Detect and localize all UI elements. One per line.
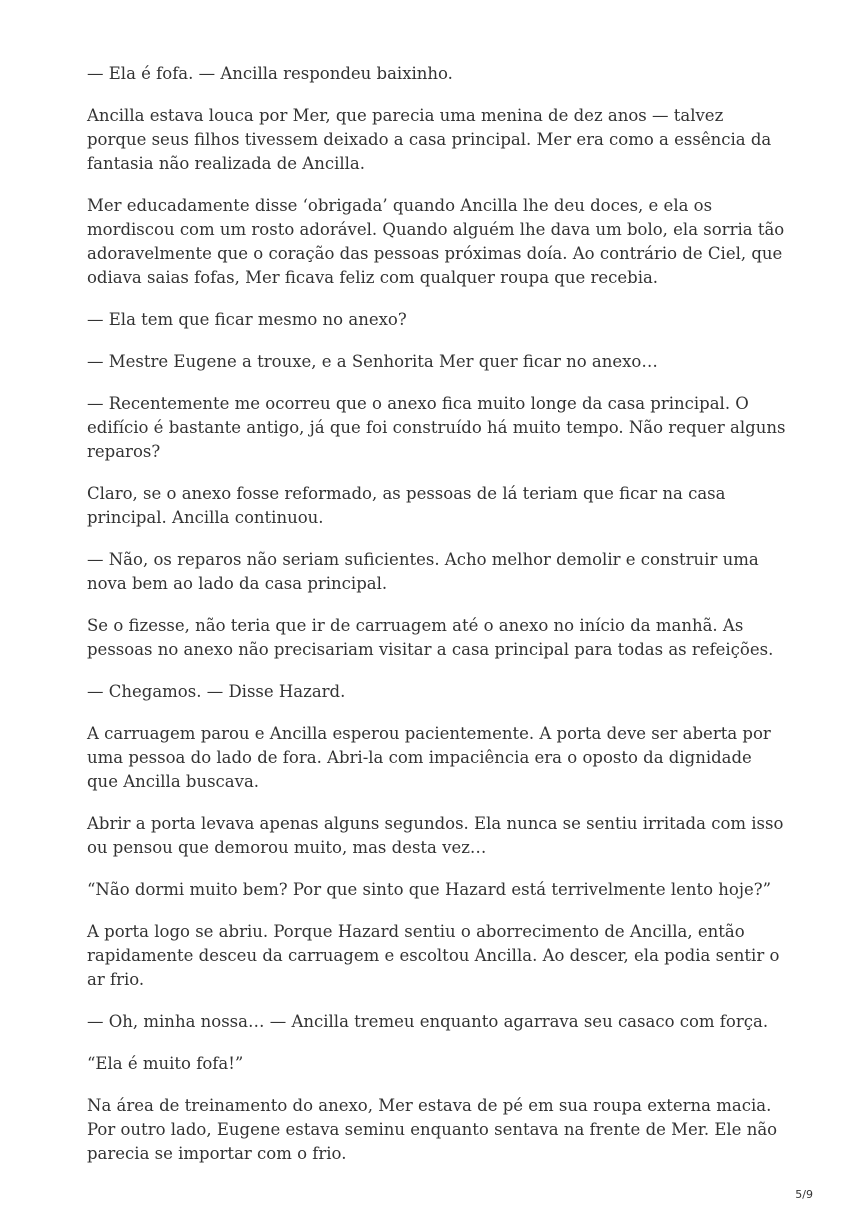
paragraph: — Mestre Eugene a trouxe, e a Senhorita Mer quer ficar no anexo… [87,352,658,371]
paragraph: A porta logo se abriu. Porque Hazard sentiu o aborrecimento de Ancilla, então rapidamente desceu da carruagem e escoltou Ancilla. Ao descer, ela podia sentir o ar frio. [87,922,780,989]
paragraph: A carruagem parou e Ancilla esperou pacientemente. A porta deve ser aberta por uma pessoa do lado de fora. Abri-la com impaciência era o oposto da dignidade que Ancilla buscava. [87,724,771,791]
document-body [87,62,787,1184]
paragraph: — Ela tem que ficar mesmo no anexo? [87,310,407,329]
paragraph: — Não, os reparos não seriam suficientes. Acho melhor demolir e construir uma nova bem ao lado da casa principal. [87,550,759,593]
paragraph: Claro, se o anexo fosse reformado, as pessoas de lá teriam que ficar na casa principal. Ancilla continuou. [87,484,726,527]
paragraph: — Oh, minha nossa… — Ancilla tremeu enquanto agarrava seu casaco com força. [87,1012,769,1031]
page-number: 5/9 [795,1188,813,1201]
paragraph: Mer educadamente disse ‘obrigada’ quando Ancilla lhe deu doces, e ela os mordiscou com um rosto adorável. Quando alguém lhe dava um bolo, ela sorria tão adoravelmente que o coração das pessoas próximas doía. Ao contrário de Ciel, que odiava saias fofas, Mer ficava feliz com qualquer roupa que recebia. [87,196,785,287]
paragraph: — Chegamos. — Disse Hazard. [87,682,346,701]
paragraph: — Ela é fofa. — Ancilla respondeu baixinho. [87,64,453,83]
paragraph: “Ela é muito fofa!” [87,1054,244,1073]
paragraph: Na área de treinamento do anexo, Mer estava de pé em sua roupa externa macia. Por outro lado, Eugene estava seminu enquanto sentava na frente de Mer. Ele não parecia se importar com o frio. [87,1096,778,1163]
paragraph: — Recentemente me ocorreu que o anexo fica muito longe da casa principal. O edifício é bastante antigo, já que foi construído há muito tempo. Não requer alguns reparos? [87,394,786,461]
paragraph: Abrir a porta levava apenas alguns segundos. Ela nunca se sentiu irritada com isso ou pensou que demorou muito, mas desta vez… [87,814,784,857]
paragraph: “Não dormi muito bem? Por que sinto que Hazard está terrivelmente lento hoje?” [87,880,772,899]
paragraph: Ancilla estava louca por Mer, que parecia uma menina de dez anos — talvez porque seus filhos tivessem deixado a casa principal. Mer era como a essência da fantasia não realizada de Ancilla. [87,106,772,173]
paragraph: Se o fizesse, não teria que ir de carruagem até o anexo no início da manhã. As pessoas no anexo não precisariam visitar a casa principal para todas as refeições. [87,616,774,659]
